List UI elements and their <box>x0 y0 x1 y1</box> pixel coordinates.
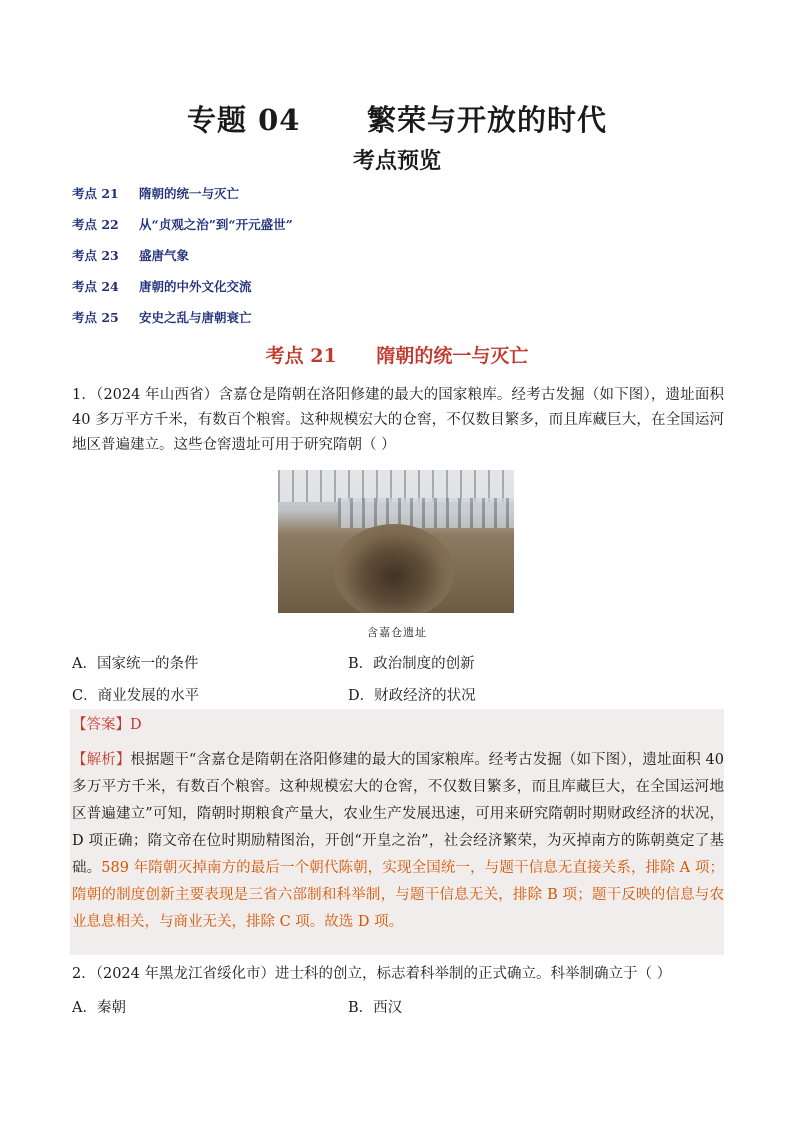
toc-item-label: 安史之乱与唐朝衰亡 <box>139 310 252 325</box>
analysis-body-1: 根据题干“含嘉仓是隋朝在洛阳修建的最大的国家粮库。经考古发掘（如下图），遗址面积 40多万平方千米，有数百个粮窖。这种规模宏大的仓窖，不仅数目繁多，而且库藏巨大，在全国运河地区普遍建立”可知，隋朝时期粮食产量大，农业生产发展迅速，可用来研究隋朝时期财政经济的状况，D 项正确；隋文帝在位时期励精图治，开创“开皇之治”，社会经济繁荣，为灭掉南方的陈朝奠定了基础。 <box>72 752 724 876</box>
toc-list <box>72 184 293 339</box>
question-2-text: 2．（2024 年黑龙江省绥化市）进士科的创立，标志着科举制的正式确立。科举制确立于（ ） <box>72 966 672 982</box>
page-subtitle: 考点预览 <box>352 148 441 174</box>
answer-label: 【答案】 <box>72 717 130 733</box>
answer-line <box>72 713 142 734</box>
image-caption: 含嘉仓遗址 <box>367 626 427 639</box>
option-a: A．国家统一的条件 <box>72 656 199 672</box>
excavation-site-image <box>278 470 514 613</box>
toc-item-number: 考点 21 <box>72 186 119 201</box>
toc-item-label: 从“贞观之治”到“开元盛世” <box>139 217 293 232</box>
toc-item-number: 考点 23 <box>72 248 119 263</box>
toc-item-number: 考点 25 <box>72 310 119 325</box>
toc-item[interactable] <box>72 277 293 308</box>
option-c: C．商业发展的水平 <box>72 688 200 704</box>
granary-pit <box>334 524 454 613</box>
section-heading: 考点 21 隋朝的统一与灭亡 <box>265 345 529 367</box>
page-title: 专题 04 繁荣与开放的时代 <box>186 103 608 137</box>
toc-item-number: 考点 22 <box>72 217 119 232</box>
toc-item-label: 唐朝的中外文化交流 <box>139 279 252 294</box>
toc-item[interactable] <box>72 215 293 246</box>
toc-item[interactable] <box>72 246 293 277</box>
toc-item-label: 盛唐气象 <box>139 248 190 263</box>
analysis-body-2: 589 年隋朝灭掉南方的最后一个朝代陈朝，实现全国统一，与题干信息无直接关系，排除 A 项；隋朝的制度创新主要表现是三省六部制和科举制，与题干信息无关，排除 B 项；题干反映的信息与农业息息相关，与商业无关，排除 C 项。故选 D 项。 <box>72 860 724 930</box>
option-a: A．秦朝 <box>72 1000 126 1016</box>
toc-item[interactable] <box>72 184 293 215</box>
hall-wall <box>338 498 514 528</box>
analysis-text <box>72 747 724 936</box>
option-b: B．西汉 <box>348 1000 403 1016</box>
toc-item-label: 隋朝的统一与灭亡 <box>139 186 240 201</box>
question-1-text: 1．（2024 年山西省）含嘉仓是隋朝在洛阳修建的最大的国家粮库。经考古发掘（如下图），遗址面积 40 多万平方千米，有数百个粮窖。这种规模宏大的仓窖，不仅数目繁多，而且库藏巨大，在全国运河地区普遍建立。这些仓窖遗址可用于研究隋朝（ ） <box>72 387 724 453</box>
answer-value: D <box>130 717 142 733</box>
analysis-label: 【解析】 <box>72 752 131 768</box>
option-b: B．政治制度的创新 <box>348 656 475 672</box>
toc-item-number: 考点 24 <box>72 279 119 294</box>
option-d: D．财政经济的状况 <box>348 688 476 704</box>
toc-item[interactable] <box>72 308 293 339</box>
